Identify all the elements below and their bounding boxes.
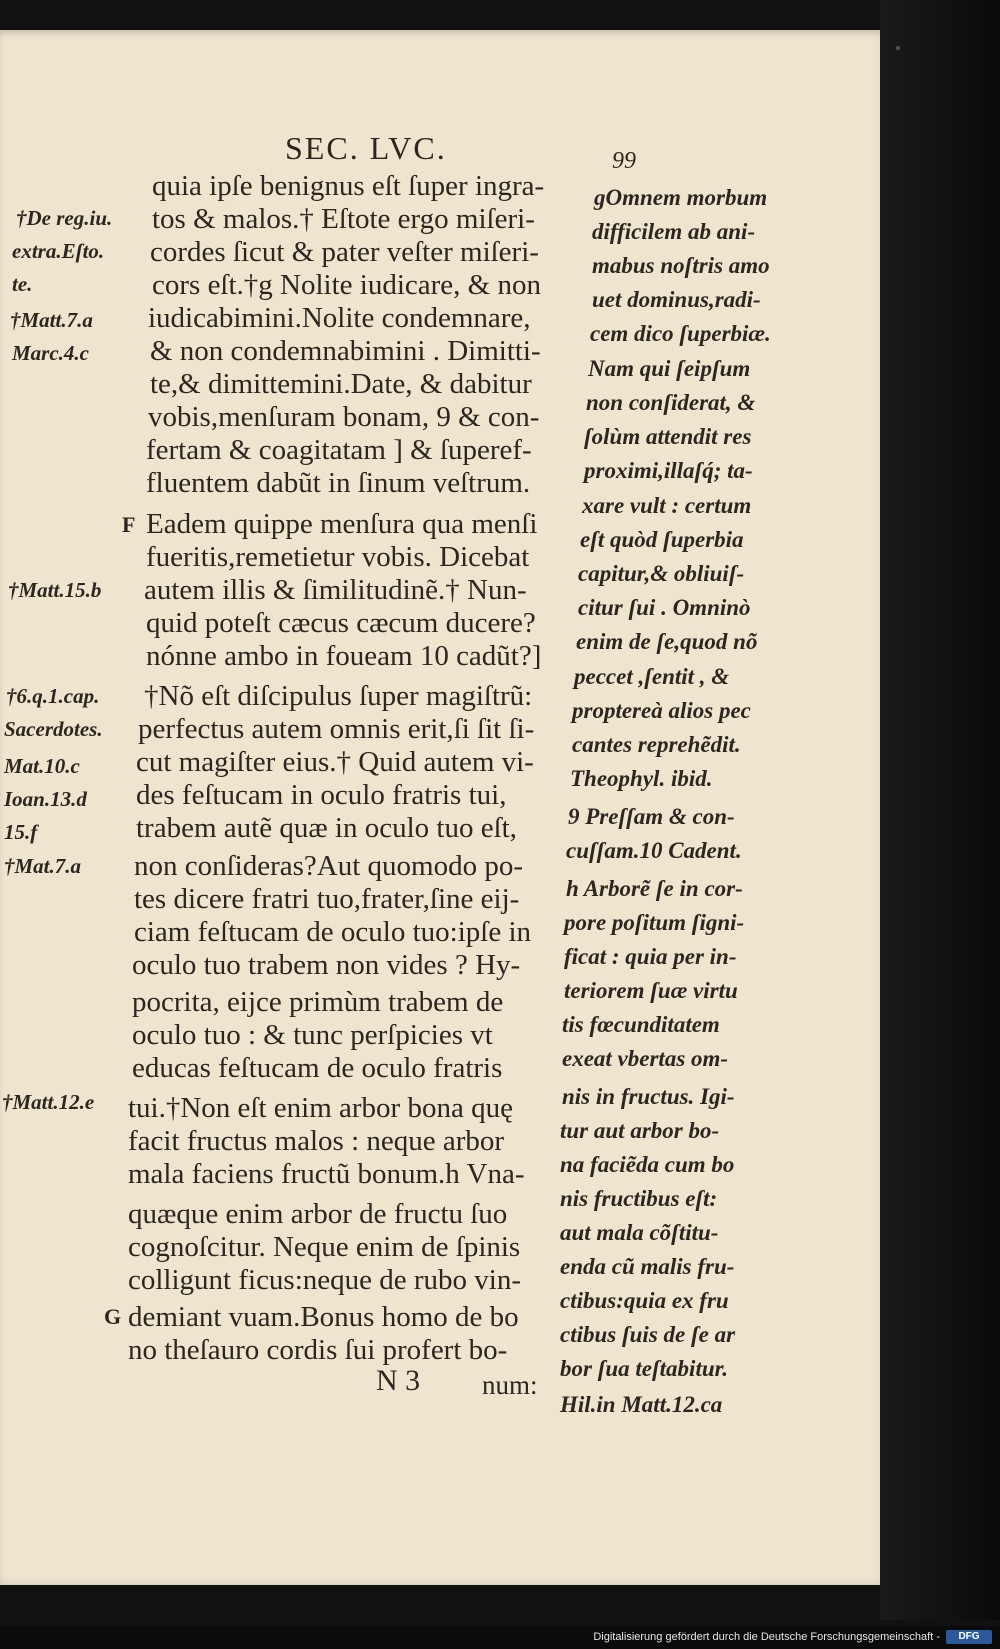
main-text-line: educas feſtucam de oculo fratris bbox=[132, 1052, 503, 1084]
main-text-line: nónne ambo in foueam 10 cadũt?] bbox=[146, 640, 542, 672]
main-text-line: quia ipſe benignus eſt ſuper ingra- bbox=[152, 170, 545, 202]
margin-reference: †Matt.7.a bbox=[10, 308, 93, 332]
gloss-line: citur ſui . Omninò bbox=[578, 595, 751, 620]
gloss-line: mabus noſtris amo bbox=[592, 253, 770, 278]
gloss-line: pore poſitum ſigni- bbox=[564, 910, 745, 935]
gloss-line: tur aut arbor bo- bbox=[560, 1118, 720, 1143]
margin-reference: Mat.10.c bbox=[4, 754, 80, 778]
gloss-line: Hil.in Matt.12.ca bbox=[560, 1392, 723, 1417]
gloss-line: proptereà alios pec bbox=[572, 698, 751, 723]
margin-reference: †Mat.7.a bbox=[4, 854, 82, 878]
gloss-line: enda cũ malis fru- bbox=[560, 1254, 735, 1279]
gloss-line: cuſſam.10 Cadent. bbox=[566, 838, 742, 863]
main-text-line: fueritis,remetietur vobis. Dicebat bbox=[146, 541, 530, 573]
gloss-line: Theophyl. ibid. bbox=[570, 766, 713, 791]
main-text-line: cors eſt.†g Nolite iudicare, & non bbox=[152, 269, 541, 301]
main-text-line: vobis,menſuram bonam, 9 & con- bbox=[148, 401, 540, 433]
main-text-line: facit fructus malos : neque arbor bbox=[128, 1125, 505, 1157]
gloss-line: ctibus ſuis de ſe ar bbox=[560, 1322, 736, 1347]
main-text-line: no theſauro cordis ſui profert bo- bbox=[128, 1334, 508, 1366]
main-text-line: autem illis & ſimilitudinẽ.† Nun- bbox=[144, 574, 527, 606]
margin-reference: †Matt.15.b bbox=[8, 578, 102, 602]
section-letter: F bbox=[122, 512, 136, 537]
gloss-line: tis fœcunditatem bbox=[562, 1012, 720, 1037]
gloss-line: eſt quòd ſuperbia bbox=[580, 527, 744, 552]
main-text-line: quid poteſt cæcus cæcum ducere? bbox=[146, 607, 536, 639]
signature-mark: N 3 bbox=[376, 1364, 421, 1397]
main-text-line: †Nõ eſt diſcipulus ſuper magiſtrũ: bbox=[144, 680, 533, 712]
gloss-line: bor ſua teſtabitur. bbox=[560, 1356, 729, 1381]
gloss-line: h Arborẽ ſe in cor- bbox=[566, 876, 743, 901]
main-text-line: trabem autẽ quæ in oculo tuo eſt, bbox=[136, 812, 517, 844]
gloss-line: nis fructibus eſt: bbox=[560, 1186, 718, 1211]
main-text-line: perfectus autem omnis erit,ſi ſit ſi- bbox=[138, 713, 535, 745]
scan-background bbox=[880, 0, 1000, 1620]
main-text-line: cut magiſter eius.† Quid autem vi- bbox=[136, 746, 534, 778]
margin-reference: †De reg.iu. bbox=[16, 206, 113, 230]
digitization-credit: Digitalisierung gefördert durch die Deutsche Forschungsgemeinschaft - bbox=[593, 1631, 940, 1643]
main-text-line: pocrita, eijce primùm trabem de bbox=[132, 986, 504, 1018]
margin-reference: te. bbox=[12, 272, 33, 296]
main-text-line: demiant vuam.Bonus homo de bo bbox=[128, 1301, 519, 1333]
margin-reference: †Matt.12.e bbox=[2, 1090, 95, 1114]
main-text-line: & non condemnabimini . Dimitti- bbox=[150, 335, 541, 367]
gloss-line: peccet ,ſentit , & bbox=[574, 664, 730, 689]
main-text-line: fertam & coagitatam ] & ſuperef- bbox=[146, 434, 532, 466]
gloss-line: difficilem ab ani- bbox=[592, 219, 756, 244]
page-number: 99 bbox=[612, 148, 636, 174]
margin-reference: extra.Eſto. bbox=[12, 239, 105, 263]
gloss-line: na faciẽda cum bo bbox=[560, 1152, 735, 1177]
margin-reference: Sacerdotes. bbox=[4, 717, 103, 741]
margin-reference: Marc.4.c bbox=[12, 341, 89, 365]
page-speck bbox=[896, 46, 900, 50]
main-text-line: tui.†Non eſt enim arbor bona quę bbox=[128, 1092, 513, 1124]
margin-reference: †6.q.1.cap. bbox=[6, 684, 100, 708]
main-text-line: ciam feſtucam de oculo tuo:ipſe in bbox=[134, 916, 532, 948]
main-text-line: non conſideras?Aut quomodo po- bbox=[134, 850, 524, 882]
main-text-line: quæque enim arbor de fructu ſuo bbox=[128, 1198, 508, 1230]
gloss-line: proximi,illaſq́; ta- bbox=[584, 458, 753, 483]
main-text-line: oculo tuo trabem non vides ? Hy- bbox=[132, 949, 521, 981]
gloss-line: gOmnem morbum bbox=[594, 185, 768, 210]
main-text-line: cognoſcitur. Neque enim de ſpinis bbox=[128, 1231, 521, 1263]
section-letter: G bbox=[104, 1304, 122, 1329]
dfg-logo: DFG bbox=[946, 1630, 992, 1644]
catchword: num: bbox=[482, 1370, 538, 1400]
main-text-line: Eadem quippe menſura qua menſi bbox=[146, 508, 538, 540]
main-text-line: mala faciens fructũ bonum.h Vna- bbox=[128, 1158, 525, 1190]
gloss-line: uet dominus,radi- bbox=[592, 287, 761, 312]
gloss-line: cantes reprehẽdit. bbox=[572, 732, 741, 757]
gloss-line: cem dico ſuperbiæ. bbox=[590, 321, 771, 346]
main-text-line: colligunt ficus:neque de rubo vin- bbox=[128, 1264, 522, 1296]
main-text-line: oculo tuo : & tunc perſpicies vt bbox=[132, 1019, 493, 1051]
gloss-line: ctibus:quia ex fru bbox=[560, 1288, 729, 1313]
main-text-line: des feſtucam in oculo fratris tui, bbox=[136, 779, 507, 811]
gloss-line: 9 Preſſam & con- bbox=[568, 804, 735, 829]
margin-reference: 15.f bbox=[4, 820, 38, 844]
gloss-line: exeat vbertas om- bbox=[562, 1046, 729, 1071]
main-text-line: te,& dimittemini.Date, & dabitur bbox=[150, 368, 532, 400]
gloss-line: ſolùm attendit res bbox=[584, 424, 752, 449]
margin-reference: Ioan.13.d bbox=[4, 787, 87, 811]
main-text-line: tos & malos.† Eſtote ergo miſeri- bbox=[152, 203, 535, 235]
main-text-line: tes dicere fratri tuo,frater,ſine eij- bbox=[134, 883, 520, 915]
gloss-line: aut mala cõſtitu- bbox=[560, 1220, 719, 1245]
gloss-line: Nam qui ſeipſum bbox=[588, 356, 751, 381]
gloss-line: capitur,& obliuiſ- bbox=[578, 561, 745, 586]
gloss-line: non conſiderat, & bbox=[586, 390, 756, 415]
gloss-line: teriorem ſuæ virtu bbox=[564, 978, 738, 1003]
main-text-line: fluentem dabũt in ſinum veſtrum. bbox=[146, 467, 531, 499]
gloss-line: enim de ſe,quod nõ bbox=[576, 629, 758, 654]
main-text-line: iudicabimini.Nolite condemnare, bbox=[148, 302, 531, 334]
main-text-line: cordes ſicut & pater veſter miſeri- bbox=[150, 236, 539, 268]
running-head: SEC. LVC. bbox=[285, 130, 447, 166]
gloss-line: xare vult : certum bbox=[582, 493, 752, 518]
gloss-line: nis in fructus. Igi- bbox=[562, 1084, 735, 1109]
gloss-line: ficat : quia per in- bbox=[564, 944, 737, 969]
